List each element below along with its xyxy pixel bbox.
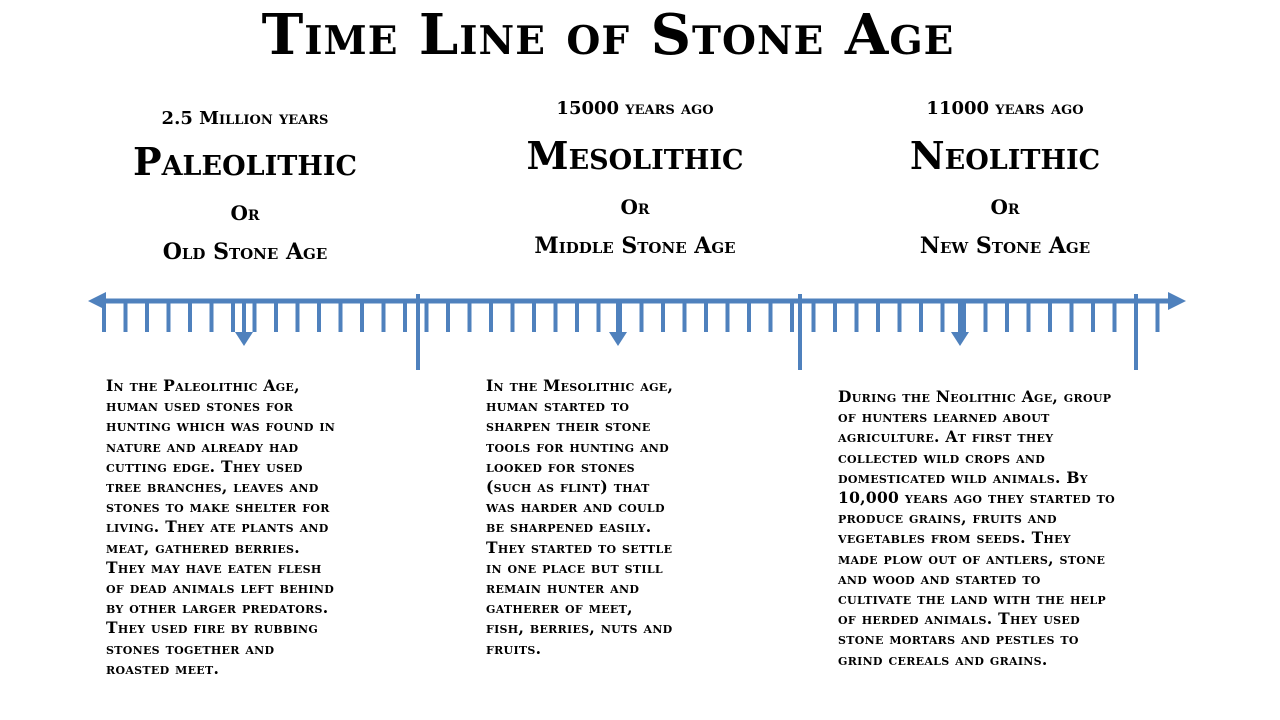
description-line: nature and already had	[106, 436, 299, 456]
description-line: in one place but still	[486, 557, 663, 577]
description-line: tree branches, leaves and	[106, 477, 319, 497]
description-line: looked for stones	[486, 456, 635, 476]
era-alt-name: Middle Stone Age	[534, 233, 736, 259]
description-line: grind cereals and grains.	[838, 649, 1048, 669]
timeline-axis	[0, 280, 1280, 380]
description-line: living. They ate plants and	[106, 517, 329, 537]
description-line: roasted meet.	[106, 658, 220, 678]
era-name: Neolithic	[909, 133, 1101, 178]
era-or: Or	[230, 201, 260, 225]
description-line: During the Neolithic Age, group	[838, 387, 1112, 406]
era-mesolithic-header	[500, 98, 770, 259]
description-line: human started to	[486, 396, 630, 416]
era-date: 2.5 Million years	[161, 108, 329, 129]
description-line: gatherer of meet,	[486, 598, 633, 618]
description-line: stones to make shelter for	[106, 497, 330, 517]
description-line: fish, berries, nuts and	[486, 618, 673, 638]
description-line: of dead animals left behind	[106, 578, 335, 598]
era-or: Or	[990, 195, 1020, 219]
description-line: hunting which was found in	[106, 416, 336, 436]
description-line: by other larger predators.	[106, 598, 329, 618]
description-line: of herded animals. They used	[838, 609, 1080, 629]
era-name: Mesolithic	[526, 133, 744, 178]
neolithic-description	[838, 387, 1115, 670]
description-line: They started to settle	[486, 537, 673, 557]
description-line: and wood and started to	[838, 568, 1041, 588]
description-line: stone mortars and pestles to	[838, 629, 1079, 649]
description-line: collected wild crops and	[838, 447, 1046, 467]
description-line: (such as flint) that	[486, 477, 650, 497]
description-line: tools for hunting and	[486, 436, 669, 456]
description-line: cutting edge. They used	[106, 456, 303, 476]
description-line: made plow out of antlers, stone	[838, 548, 1106, 568]
era-date: 11000 years ago	[926, 98, 1084, 119]
description-line: cultivate the land with the help	[838, 589, 1106, 609]
description-line: meat, gathered berries.	[106, 537, 300, 557]
description-line: remain hunter and	[486, 578, 640, 598]
era-neolithic-header	[870, 98, 1140, 259]
era-marker-arrow	[951, 332, 969, 346]
description-line: be sharpened easily.	[486, 517, 652, 537]
description-line: In the Paleolithic Age,	[106, 376, 300, 395]
description-line: They used fire by rubbing	[106, 618, 319, 638]
mesolithic-description	[486, 376, 673, 659]
description-line: vegetables from seeds. They	[838, 528, 1071, 548]
description-line: 10,000 years ago they started to	[838, 488, 1115, 508]
description-line: agriculture. At first they	[838, 427, 1054, 447]
description-line: was harder and could	[486, 497, 665, 517]
description-line: sharpen their stone	[486, 416, 651, 436]
era-alt-name: New Stone Age	[919, 233, 1091, 259]
era-date: 15000 years ago	[556, 98, 714, 119]
description-line: human used stones for	[106, 396, 294, 416]
era-or: Or	[620, 195, 650, 219]
description-line: produce grains, fruits and	[838, 508, 1057, 528]
description-line: of hunters learned about	[838, 407, 1050, 427]
description-line: stones together and	[106, 638, 275, 658]
era-marker-arrow	[609, 332, 627, 346]
description-line: In the Mesolithic age,	[486, 376, 674, 395]
diagram-title: Time Line of Stone Age	[261, 2, 955, 68]
timeline-arrow-right	[1168, 292, 1186, 310]
era-name: Paleolithic	[133, 139, 357, 184]
description-line: domesticated wild animals. By	[838, 467, 1088, 487]
era-paleolithic-header	[110, 108, 380, 265]
paleolithic-description	[106, 376, 335, 679]
era-alt-name: Old Stone Age	[162, 239, 328, 265]
era-marker-arrow	[235, 332, 253, 346]
description-line: They may have eaten flesh	[106, 557, 322, 577]
description-line: fruits.	[486, 638, 542, 658]
